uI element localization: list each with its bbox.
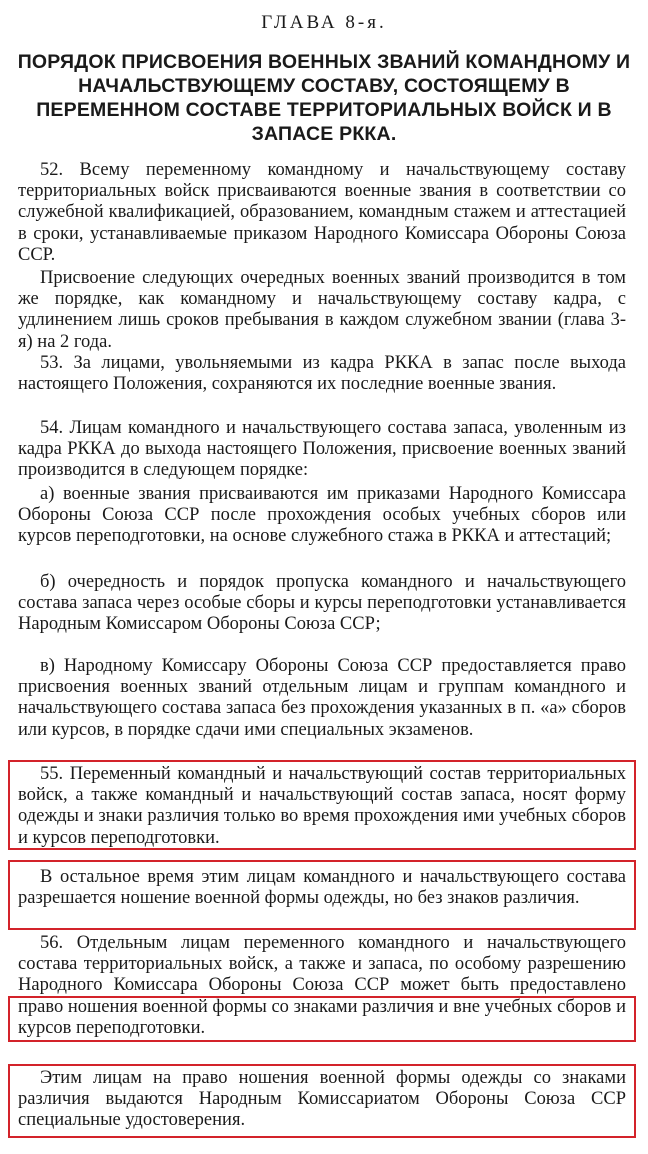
- highlight-frame-paragraph-55-continued: [8, 860, 636, 930]
- paragraph-56: 56. Отдельным лицам переменного командного и начальствующего состава территориальных войск, а также и запаса, по особому разрешению Народного Комиссара Обороны Союза ССР может быть предоставлено право ношения военной формы со знаками различия и вне учебных сборов и курсов переподготовки.: [18, 933, 626, 1038]
- paragraph-54: 54. Лицам командного и начальствующего состава запаса, уволенным из кадра РККА до выхода настоящего Положения, присвоение военных званий производится в следующем порядке:: [18, 418, 626, 481]
- paragraph-54-v: в) Народному Комиссару Обороны Союза ССР предоставляется право присвоения военных званий отдельным лицам и группам командного и начальствующего состава запаса без прохождения указанных в п. «а» сборов или курсов, в порядке сдачи ими специальных экзаменов.: [18, 656, 626, 740]
- paragraph-52-continued: Присвоение следующих очередных военных званий производится в том же порядке, как командному и начальствующему составу кадра, с удлинением лишь сроков пребывания в каждом служебном звании (глава 3-я) на 2 года.: [18, 268, 626, 352]
- chapter-title: ПОРЯДОК ПРИСВОЕНИЯ ВОЕННЫХ ЗВАНИЙ КОМАНДНОМУ И НАЧАЛЬСТВУЮЩЕМУ СОСТАВУ, СОСТОЯЩЕМУ В ПЕРЕМЕННОМ СОСТАВЕ ТЕРРИТОРИАЛЬНЫХ ВОЙСК И В ЗАПАСЕ РККА.: [17, 51, 631, 145]
- highlight-frame-paragraph-56-continued: [8, 1064, 636, 1138]
- paragraph-54-b: б) очередность и порядок пропуска командного и начальствующего состава запаса через особые сборы и курсы переподготовки устанавливается Народным Комиссаром Обороны Союза ССР;: [18, 572, 626, 635]
- paragraph-52: 52. Всему переменному командному и начальствующему составу территориальных войск присваиваются военные звания в соответствии со служебной квалификацией, образованием, командным стажем и аттестацией в сроки, устанавливаемые приказом Народного Комиссара Обороны Союза ССР.: [18, 160, 626, 265]
- paragraph-53: 53. За лицами, увольняемыми из кадра РККА в запас после выхода настоящего Положения, сохраняются их последние военные звания.: [18, 353, 626, 395]
- paragraph-54-a: а) военные звания присваиваются им приказами Народного Комиссара Обороны Союза ССР после прохождения особых учебных сборов или курсов переподготовки, на основе служебного стажа в РККА и аттестаций;: [18, 484, 626, 547]
- paragraph-56-continued: Этим лицам на право ношения военной формы одежды со знаками различия выдаются Народным Комиссариатом Обороны Союза ССР специальные удостоверения.: [18, 1068, 626, 1131]
- paragraph-55-continued: В остальное время этим лицам командного и начальствующего состава разрешается ношение военной формы одежды, но без знаков различия.: [18, 867, 626, 909]
- chapter-heading: ГЛАВА 8-я.: [261, 12, 387, 33]
- highlight-frame-paragraph-56-part: [8, 996, 636, 1042]
- paragraph-55: 55. Переменный командный и начальствующий состав территориальных войск, а также командный и начальствующий состав запаса, носят форму одежды и знаки различия только во время прохождения ими учебных сборов и курсов переподготовки.: [18, 764, 626, 848]
- highlight-frame-paragraph-55: [8, 760, 636, 850]
